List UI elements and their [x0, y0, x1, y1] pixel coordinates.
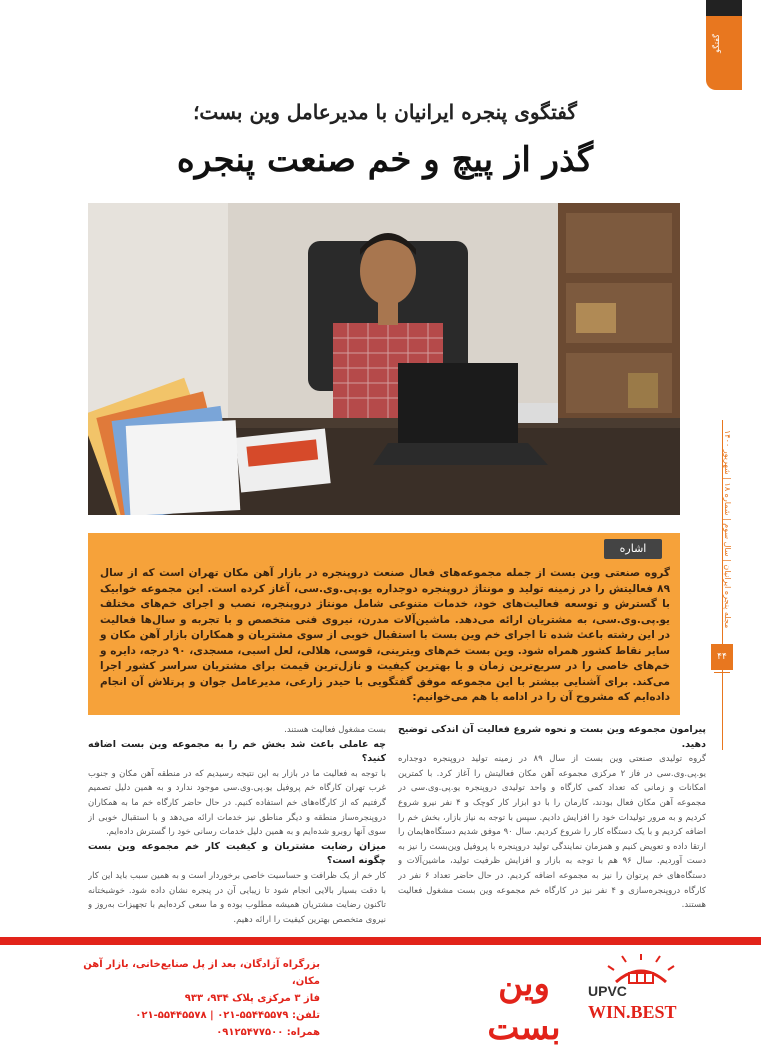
mobile-line: همراه: ۰۹۱۲۵۴۷۷۵۰۰	[216, 1027, 320, 1038]
office-scene-image	[88, 203, 680, 515]
brand-name-fa: وین بست	[487, 964, 561, 1048]
intro-text: گروه صنعتی وین بست از جمله مجموعه‌های فعال صنعت دروپنجره در بازار آهن مکان تهران است که از سال ۸۹ فعالیتش را در زمینه تولید و مونتاژ دروپنجره دوجداره یو.پی.وی.سی، آغاز کرده است. این مجموعه خوابیک با گسترش و توسعه فعالیت‌های خود، خدمات متنوعی شامل مونتاژ دروپنجره، نصب و اجرای خم‌های مختلف یو.پی.وی.سی، به مشتریان ارائه می‌دهد. ماشین‌آلات مدرن، نیروی فنی متخصص و با تجربه و سال‌ها فعالیت در این رشته باعث شده تا اجرای خم وین بست با استقبال خوبی از سوی مشتریان و همکاران بازار آهن مکان و سایر نقاط کشور همراه شود. وین بست خم‌های ویترینی، قوسی، هلالی، لعل اسبی، مسجدی، ۹۰ درجه، دایره و خم‌های خاصی را در سریع‌ترین زمان و با بهترین کیفیت و نازل‌ترین قیمت برای مشتریان سراسر کشور اجرا می‌کند. برای آشنایی بیشتر با این مجموعه موفق گفتگویی با حیدر زارعی، مدیرعامل جوان و پرتلاش آن انجام داده‌ایم که مشروح آن را در ادامه با هم می‌خوانیم:	[100, 567, 670, 703]
address-line-2: فاز ۳ مرکزی پلاک ۹۳۴، ۹۳۳	[184, 993, 320, 1004]
page-number-rule	[714, 672, 730, 673]
brand-upvc: UPVC	[588, 983, 627, 999]
question-1: پیرامون مجموعه وین بست و نحوه شروع فعالیت آن اندکی توضیح دهید.	[398, 724, 706, 750]
answer-2: با توجه به فعالیت ما در بازار به این نتیجه رسیدیم که در منطقه آهن مکان و جنوب غرب تهران کارگاه خم پروفیل یو.پی.وی.سی موجود ندارد و به همین دلیل تصمیم گرفتیم که از کارگاه‌های خم استفاده کنیم. در حال حاضر کارگاه خم ما به همکاران دروپنجره‌ساز منطقه و دیگر مناطق نیز خدمات ارائه می‌دهد و با استقبال خوبی از سوی آنها روبرو شده‌ایم و به همین دلیل خدمات رسانی خود را گسترش داده‌ایم.	[88, 768, 386, 838]
footer-address	[60, 956, 320, 1041]
left-column-lead: بست مشغول فعالیت هستند.	[284, 725, 386, 735]
magazine-meta: مجله پنجره ایرانیان | سال سوم | شماره ۱۸ | شهریور ۱۴۰۰	[723, 430, 732, 629]
section-tab	[706, 0, 742, 90]
answer-1: گروه تولیدی صنعتی وین بست از سال ۸۹ در زمینه تولید دروپنجره دوجداره یو.پی.وی.سی در فاز ۲ مرکزی مجموعه آهن مکان فعالیتش را آغاز کرد. با کمترین امکانات و زمانی که تعداد کمی کارگاه و واحد تولیدی دروپنجره یو.پی.وی.سی در مجموعه آهن مکان فعال بودند، کارمان را با دو ابزار کار کوچک و ۴ نفر نیرو شروع کردیم و به مرور تولیدات خود را افزایش دادیم. سپس با توجه به نیاز بازار، بخش خم را اضافه کردیم و با یک دستگاه کار را شروع کردیم. سال ۹۰ موفق شدیم دستگاه‌هایمان را ارتقا داده و تعویض کنیم و همزمان نمایندگی تولید دروپنجره با پروفیل وین‌بست را نیز به دست آوردیم. سال ۹۶ هم با توجه به بازار و افزایش ظرفیت تولید، ماشین‌آلات و دستگاه‌های خم پرتوان را نیز به مجموعه اضافه کردیم. در حال حاضر تعداد ۶ نفر در کارگاه دروپنجره‌سازی و ۴ نفر نیز در کارگاه خم مجموعه وین بست مشغول فعالیت هستند.	[398, 754, 706, 911]
article-headline: گذر از پیچ و خم صنعت پنجره	[176, 140, 594, 180]
section-tab-label: گفتگو	[712, 34, 721, 53]
question-3: میزان رضایت مشتریان و کیفیت کار خم مجموعه وین بست چگونه است؟	[88, 840, 386, 867]
page-number: ۴۴	[711, 644, 733, 670]
interview-photo	[88, 203, 680, 515]
article-kicker: گفتگوی پنجره ایرانیان با مدیرعامل وین بست؛	[193, 100, 577, 124]
right-column	[398, 723, 706, 923]
address-line-1: بزرگراه آزادگان، بعد از پل صنایع‌خانی، بازار آهن مکان،	[83, 959, 320, 987]
answer-3: کار خم از یک ظرافت و حساسیت خاصی برخوردار است و به همین سبب باید این کار با دقت بسیار بالایی انجام شود تا زیبایی آن در پنجره نشان داده شود. خوشبختانه تاکنون رضایت مشتریان همیشه مطلوب بوده و ما سعی کرده‌ایم با تجهیزات به‌روز و نیروی متخصص بهترین کیفیت را ارائه دهیم.	[88, 870, 386, 925]
left-column	[88, 723, 386, 928]
section-tab-bar	[706, 0, 742, 16]
intro-label: اشاره	[604, 539, 662, 559]
question-2: چه عاملی باعث شد بخش خم را به مجموعه وین بست اضافه کنید؟	[88, 738, 386, 765]
footer-rule	[0, 937, 761, 945]
phone-line: تلفن: ۵۵۴۴۵۵۷۹-۰۲۱ | ۵۵۴۴۵۵۷۸-۰۲۱	[135, 1010, 320, 1021]
brand-name-en: WIN.BEST	[588, 1002, 677, 1022]
